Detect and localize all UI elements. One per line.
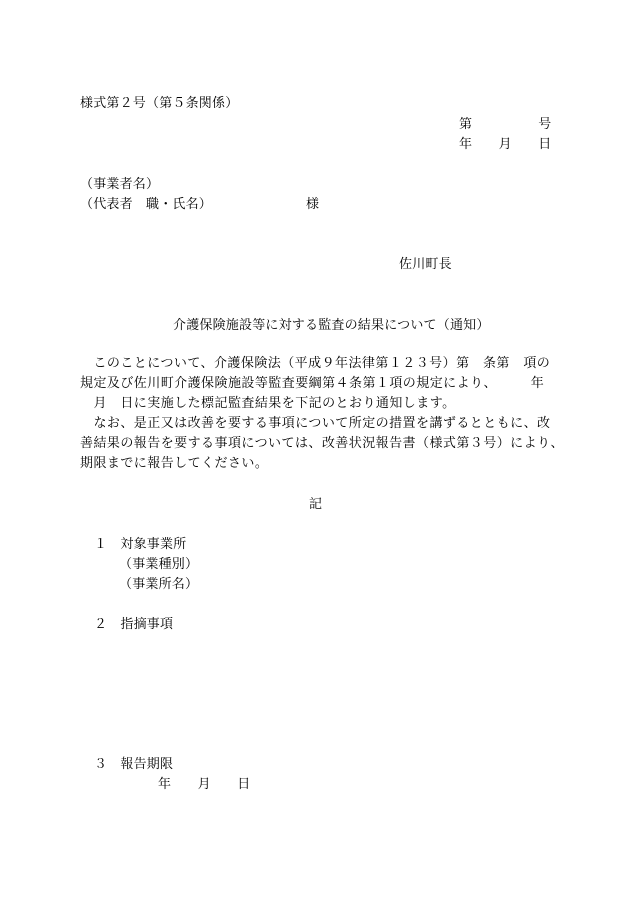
item-1-heading: １ 対象事業所 — [94, 537, 187, 552]
body-line-1: このことについて、介護保険法（平成９年法律第１２３号）第 条第 項の — [80, 356, 551, 371]
body-line-5: 善結果の報告を要する事項については、改善状況報告書（様式第３号）により、 — [80, 436, 564, 451]
body-line-4: なお、是正又は改善を要する事項について所定の措置を講ずるとともに、改 — [80, 416, 551, 431]
body-line-6: 期限までに報告してください。 — [80, 456, 269, 471]
addressee-business-name: （事業者名） — [80, 177, 160, 192]
item-1-facility-name: （事業所名） — [119, 577, 199, 592]
document-date: 年 月 日 — [459, 137, 552, 152]
body-line-3: 月 日に実施した標記監査結果を下記のとおり通知します。 — [80, 396, 456, 411]
item-2-heading: ２ 指摘事項 — [94, 617, 174, 632]
addressee-representative: （代表者 職・氏名） — [80, 197, 213, 212]
document-title: 介護保険施設等に対する監査の結果について（通知） — [173, 318, 490, 333]
item-3-heading: ３ 報告期限 — [94, 757, 174, 772]
addressee-honorific: 様 — [306, 197, 320, 212]
body-line-2: 規定及び佐川町介護保険施設等監査要綱第４条第１項の規定により、 年 — [80, 376, 545, 391]
item-1-business-type: （事業種別） — [119, 557, 199, 572]
record-heading: 記 — [309, 497, 323, 512]
sender: 佐川町長 — [399, 257, 452, 272]
form-label: 様式第２号（第５条関係） — [80, 96, 239, 111]
document-number: 第 号 — [459, 117, 552, 132]
item-3-date: 年 月 日 — [158, 777, 251, 792]
